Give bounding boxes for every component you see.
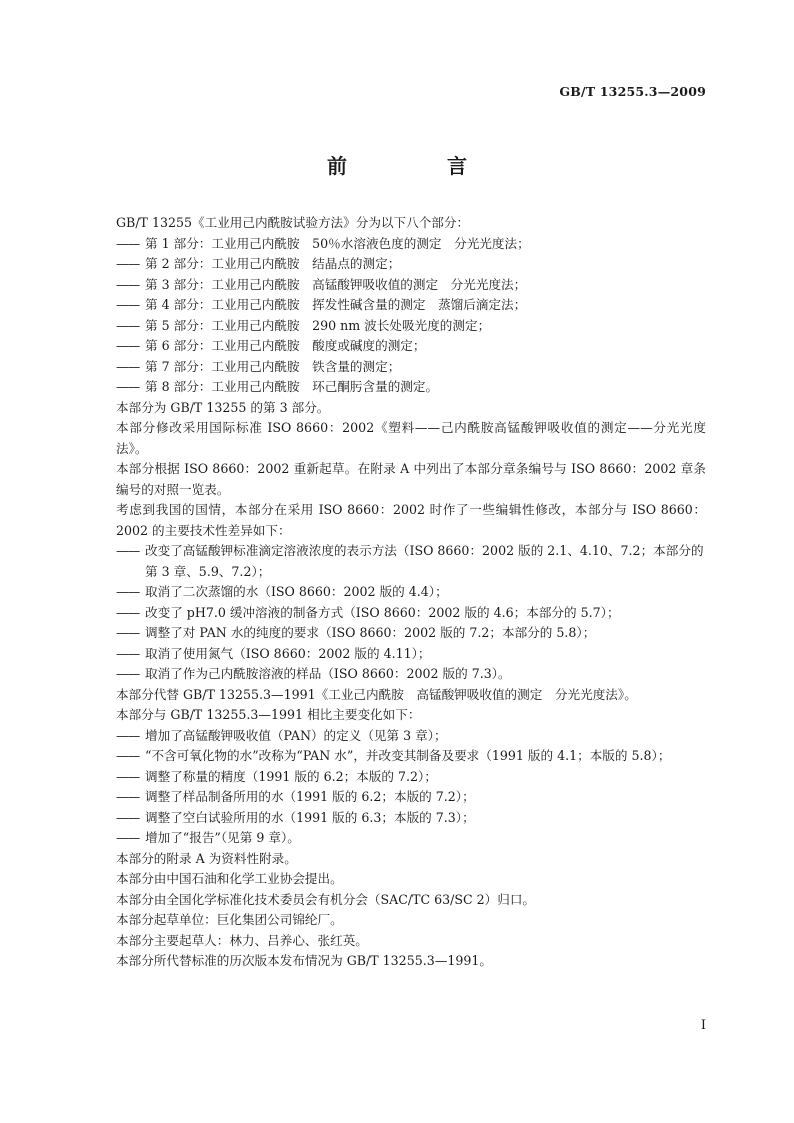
- list-item: —— 取消了作为己内酰胺溶液的样品（ISO 8660：2002 版的 7.3）。: [116, 664, 706, 685]
- list-item: —— 调整了样品制备所用的水（1991 版的 6.2；本版的 7.2）；: [116, 787, 706, 808]
- preface-body: [116, 213, 706, 972]
- paragraph-redraft: 本部分根据 ISO 8660：2002 重新起草。在附录 A 中列出了本部分章条编号与 ISO 8660：2002 章条编号的对照一览表。: [116, 461, 706, 497]
- closing-line: 本部分的附录 A 为资料性附录。: [116, 850, 297, 866]
- dash-marker: ——: [116, 768, 140, 784]
- closing-line: 本部分所代替标准的历次版本发布情况为 GB/T 13255.3—1991。: [116, 953, 492, 968]
- list-item: —— 取消了使用氮气（ISO 8660：2002 版的 4.11）；: [116, 644, 706, 665]
- dash-marker: ——: [116, 604, 140, 620]
- dash-marker: ——: [116, 727, 140, 743]
- dash-marker: ——: [116, 625, 140, 640]
- dash-marker: ——: [116, 256, 140, 271]
- paragraph-modify: 本部分修改采用国际标准 ISO 8660：2002《塑料——己内酰胺高锰酸钾吸收值的测定——分光光度法》。: [116, 420, 706, 456]
- dash-marker: ——: [116, 809, 140, 825]
- page-title: 前 言: [327, 154, 507, 178]
- list-item: —— “不含可氧化物的水”改称为“PAN 水”，并改变其制备及要求（1991 版的 4.1；本版的 5.8）；: [116, 746, 706, 767]
- dash-marker: ——: [116, 317, 140, 333]
- list-item: —— 第 6 部分：工业用己内酰胺 酸度或碱度的测定；: [116, 336, 706, 357]
- dash-marker: ——: [116, 276, 140, 292]
- list-item: —— 增加了高锰酸钾吸收值（PAN）的定义（见第 3 章）；: [116, 726, 706, 747]
- list-item: —— 取消了二次蒸馏的水（ISO 8660：2002 版的 4.4）；: [116, 582, 706, 603]
- list-item: —— 第 5 部分：工业用己内酰胺 290 nm 波长处吸光度的测定；: [116, 316, 706, 337]
- page-number: I: [700, 1018, 706, 1033]
- document-number: GB/T 13255.3—2009: [559, 84, 706, 99]
- parts-intro: GB/T 13255《工业用己内酰胺试验方法》分为以下八个部分：: [116, 215, 470, 230]
- dash-marker: ——: [116, 645, 140, 661]
- list-item: —— 第 8 部分：工业用己内酰胺 环己酮肟含量的测定。: [116, 377, 706, 398]
- list-item: —— 调整了称量的精度（1991 版的 6.2；本版的 7.2）；: [116, 767, 706, 788]
- list-item: —— 调整了对 PAN 水的纯度的要求（ISO 8660：2002 版的 7.2；本部分的 5.8）；: [116, 623, 706, 644]
- list-item: —— 增加了“报告”（见第 9 章）。: [116, 828, 706, 849]
- closing-line: 本部分起草单位：巨化集团公司锦纶厂。: [116, 912, 343, 927]
- dash-marker: ——: [116, 584, 140, 599]
- list-item: —— 第 3 部分：工业用己内酰胺 高锰酸钾吸收值的测定 分光光度法；: [116, 275, 706, 296]
- dash-marker: ——: [116, 830, 140, 845]
- closing-line: 本部分主要起草人：林力、吕养心、张红英。: [116, 932, 368, 948]
- list-item: —— 调整了空白试验所用的水（1991 版的 6.3；本版的 7.3）；: [116, 808, 706, 829]
- list-item: —— 第 2 部分：工业用己内酰胺 结晶点的测定；: [116, 254, 706, 275]
- closing-line: 本部分由全国化学标准化技术委员会有机分会（SAC/TC 63/SC 2）归口。: [116, 891, 536, 907]
- closing-line: 本部分由中国石油和化学工业协会提出。: [116, 871, 343, 886]
- parts-list: [116, 234, 706, 398]
- dash-marker: ——: [116, 543, 140, 558]
- changes-list: [116, 726, 706, 849]
- paragraph-changes-intro: 本部分与 GB/T 13255.3—1991 相比主要变化如下：: [116, 707, 421, 722]
- list-item: —— 第 1 部分：工业用己内酰胺 50％水溶液色度的测定 分光光度法；: [116, 234, 706, 255]
- paragraph-consider: 考虑到我国的国情，本部分在采用 ISO 8660：2002 时作了一些编辑性修改，本部分与 ISO 8660：2002 的主要技术性差异如下：: [116, 502, 706, 538]
- dash-marker: ——: [116, 666, 140, 681]
- dash-marker: ——: [116, 358, 140, 374]
- dash-marker: ——: [116, 338, 140, 353]
- differences-list: [116, 541, 706, 685]
- paragraph-replace: 本部分代替 GB/T 13255.3—1991《工业己内酰胺 高锰酸钾吸收值的测定 分光光度法》。: [116, 686, 637, 702]
- dash-marker: ——: [116, 748, 140, 763]
- paragraph-part3: 本部分为 GB/T 13255 的第 3 部分。: [116, 399, 330, 415]
- list-item: —— 第 4 部分：工业用己内酰胺 挥发性碱含量的测定 蒸馏后滴定法；: [116, 295, 706, 316]
- dash-marker: ——: [116, 235, 140, 251]
- list-item: —— 改变了高锰酸钾标准滴定溶液浓度的表示方法（ISO 8660：2002 版的 2.1、4.10、7.2；本部分的第 3 章、5.9、7.2）；: [116, 543, 704, 579]
- list-item: —— 改变了 pH7.0 缓冲溶液的制备方式（ISO 8660：2002 版的 4.6；本部分的 5.7）；: [116, 603, 706, 624]
- dash-marker: ——: [116, 789, 140, 804]
- dash-marker: ——: [116, 379, 140, 394]
- dash-marker: ——: [116, 297, 140, 312]
- list-item: —— 第 7 部分：工业用己内酰胺 铁含量的测定；: [116, 357, 706, 378]
